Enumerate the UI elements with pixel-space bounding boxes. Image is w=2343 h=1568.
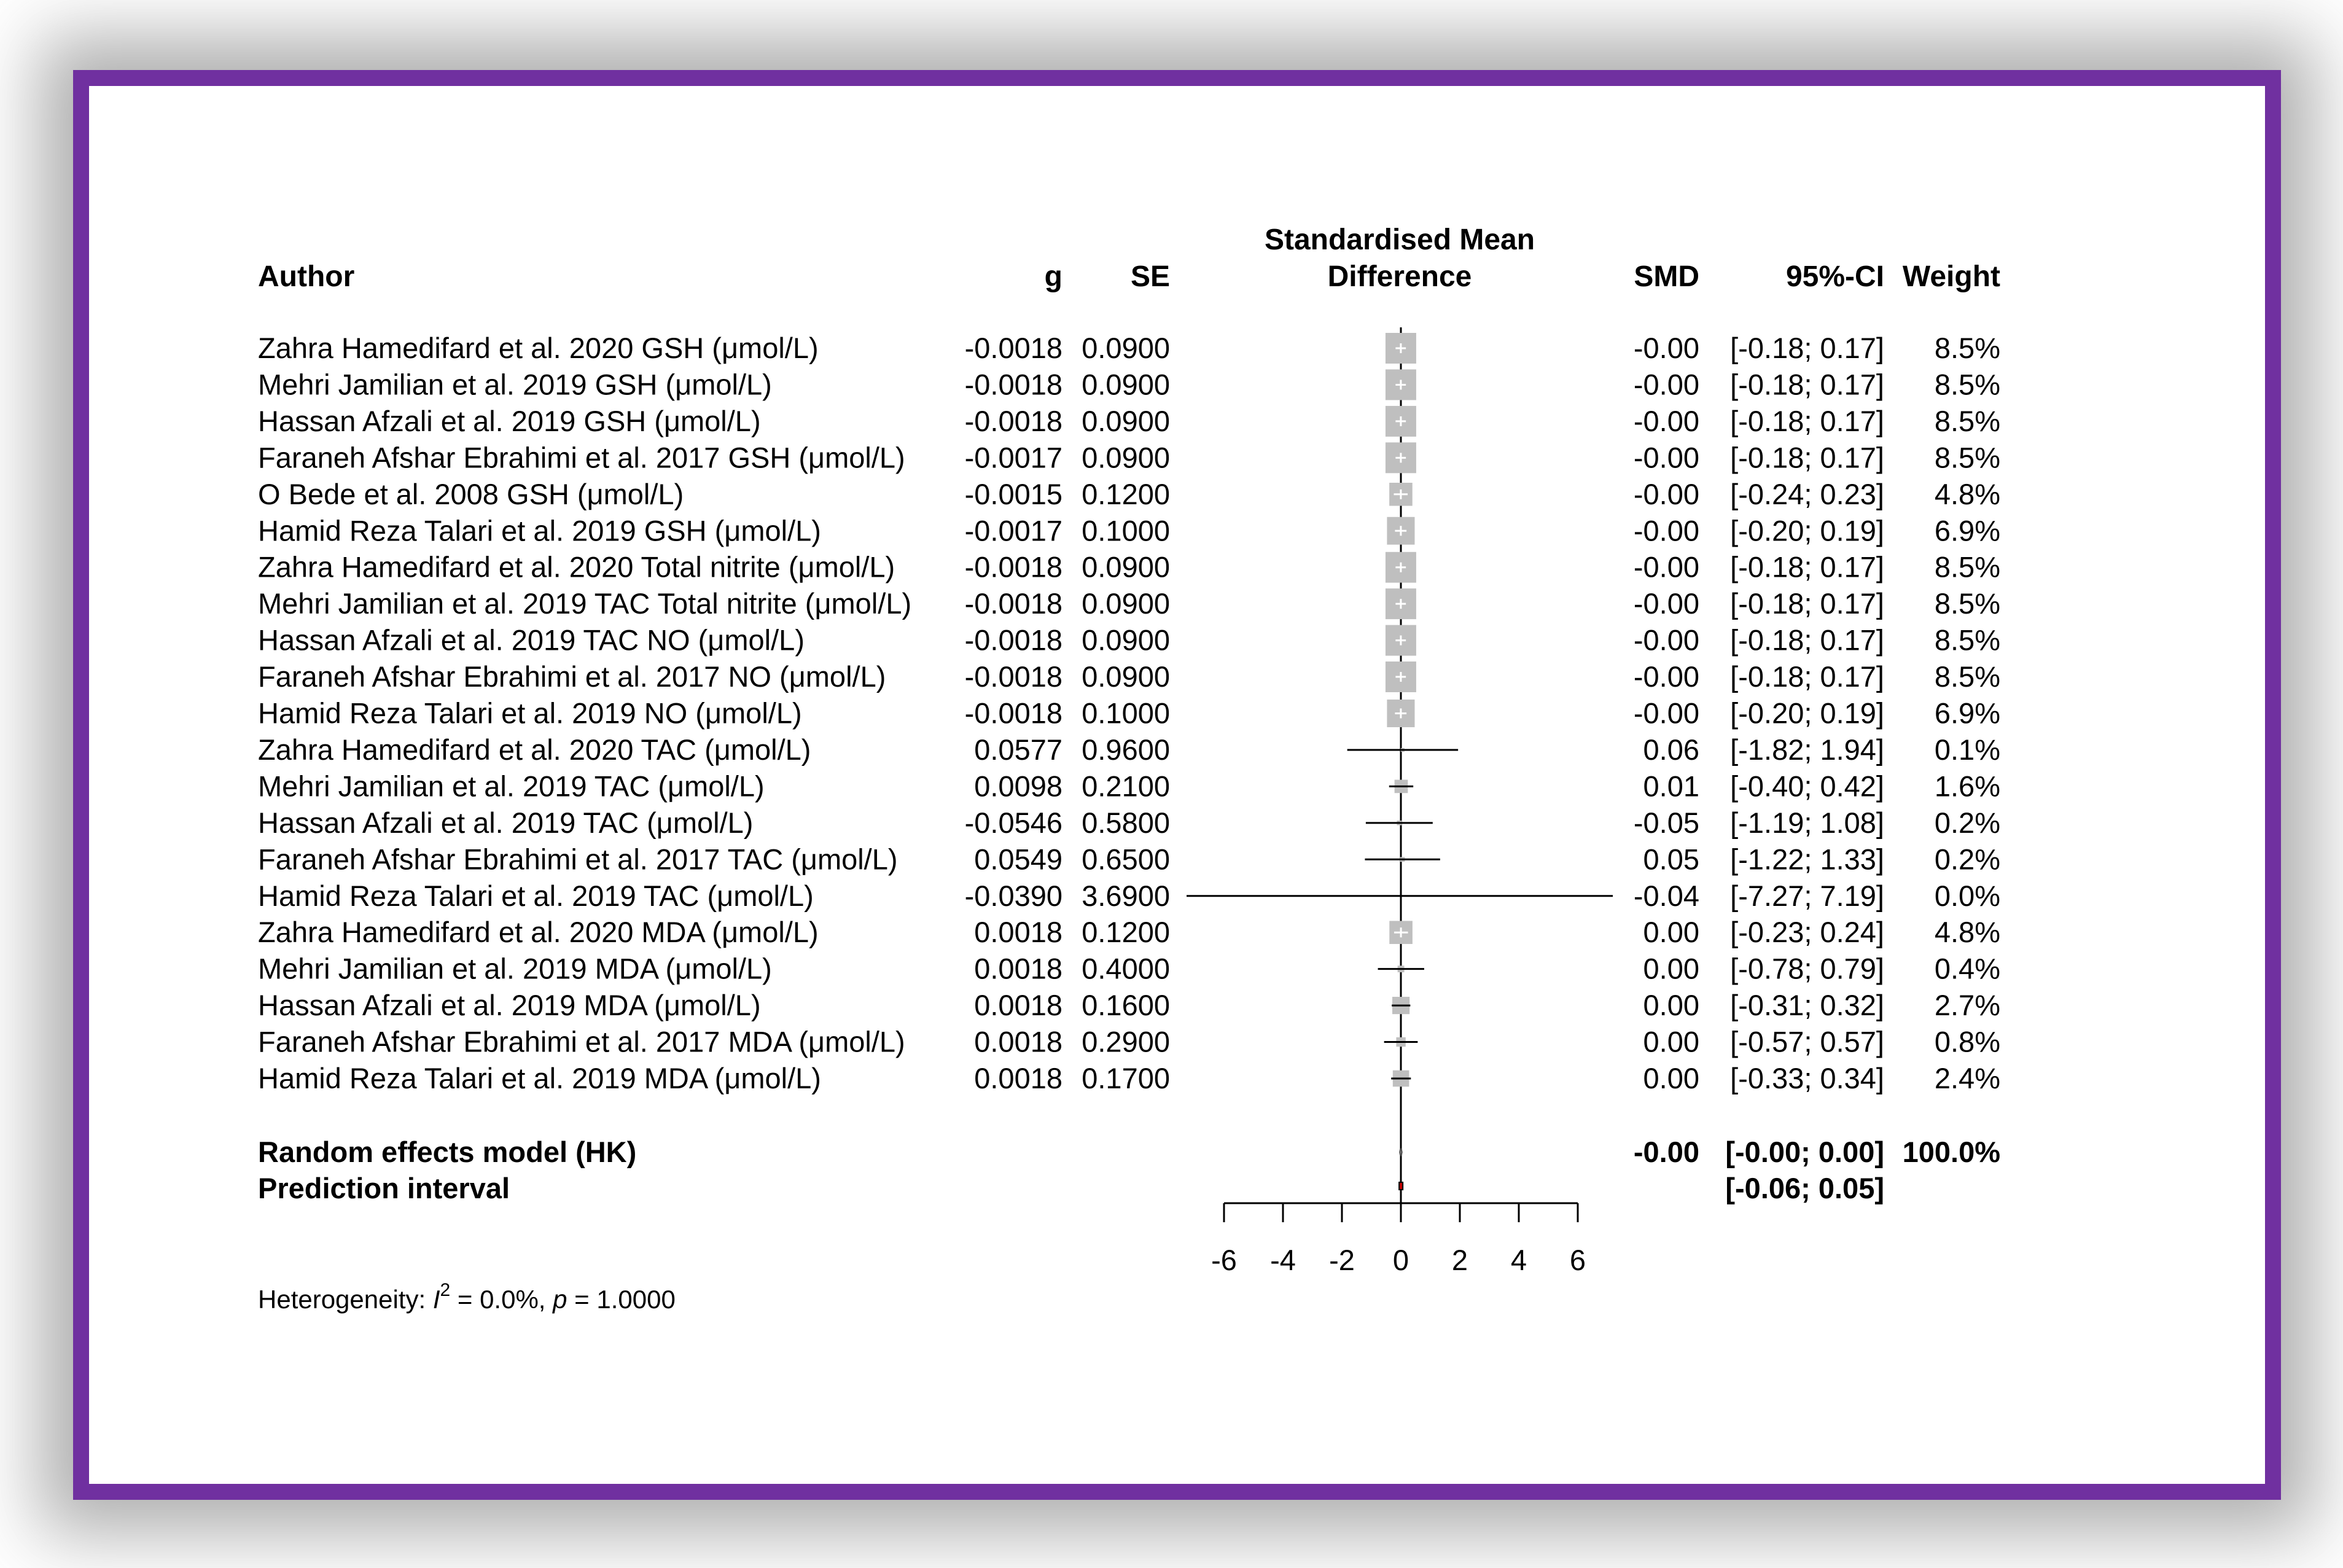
- study-author: Zahra Hamedifard et al. 2020 TAC (μmol/L): [258, 733, 811, 766]
- study-weight-value: 8.5%: [1934, 550, 2000, 583]
- study-author: Mehri Jamilian et al. 2019 TAC (μmol/L): [258, 770, 765, 803]
- study-weight-value: 4.8%: [1934, 477, 2000, 510]
- study-g-value: -0.0390: [964, 879, 1062, 912]
- study-row: [258, 441, 2000, 474]
- x-axis-tick-label: 2: [1451, 1244, 1468, 1276]
- study-smd-value: 0.01: [1643, 770, 1699, 803]
- study-weight-value: 0.4%: [1934, 952, 2000, 985]
- study-se-value: 0.2900: [1082, 1025, 1170, 1058]
- header-weight: Weight: [1902, 260, 2000, 293]
- study-se-value: 0.4000: [1082, 952, 1170, 985]
- study-weight-value: 0.8%: [1934, 1025, 2000, 1058]
- study-author: Zahra Hamedifard et al. 2020 Total nitrite (μmol/L): [258, 550, 895, 583]
- study-author: Hamid Reza Talari et al. 2019 MDA (μmol/L): [258, 1062, 821, 1094]
- random-effects-label: Random effects model (HK): [258, 1136, 637, 1168]
- study-weight-value: 8.5%: [1934, 587, 2000, 620]
- study-row: [258, 1026, 2000, 1058]
- i2-symbol: I: [432, 1285, 440, 1314]
- study-g-value: -0.0018: [964, 623, 1062, 657]
- study-author: Hassan Afzali et al. 2019 GSH (μmol/L): [258, 404, 761, 437]
- study-g-value: 0.0549: [974, 843, 1062, 876]
- study-ci-value: [-0.18; 0.17]: [1730, 587, 1884, 620]
- study-weight-value: 0.0%: [1934, 879, 2000, 912]
- study-ci-value: [-0.18; 0.17]: [1730, 404, 1884, 437]
- study-smd-value: 0.00: [1643, 1025, 1699, 1058]
- study-weight-value: 0.2%: [1934, 806, 2000, 839]
- x-axis-tick-label: -6: [1211, 1244, 1237, 1276]
- study-author: Hassan Afzali et al. 2019 TAC (μmol/L): [258, 806, 754, 839]
- study-ci-value: [-0.18; 0.17]: [1730, 368, 1884, 401]
- summary-rows: [258, 1136, 2000, 1204]
- header-smd: SMD: [1634, 260, 1699, 293]
- study-ci-value: [-0.18; 0.17]: [1730, 441, 1884, 474]
- study-ci-value: [-0.24; 0.23]: [1730, 477, 1884, 510]
- study-smd-value: 0.05: [1643, 843, 1699, 876]
- study-ci-value: [-0.31; 0.32]: [1730, 989, 1884, 1022]
- study-smd-value: -0.00: [1633, 696, 1699, 730]
- study-row: [258, 660, 2000, 693]
- study-smd-value: -0.00: [1633, 477, 1699, 510]
- study-g-value: -0.0018: [964, 368, 1062, 401]
- study-author: Hamid Reza Talari et al. 2019 GSH (μmol/L): [258, 514, 821, 547]
- study-row: [258, 332, 2000, 364]
- study-author: Mehri Jamilian et al. 2019 MDA (μmol/L): [258, 952, 772, 985]
- study-se-value: 0.1200: [1082, 916, 1170, 949]
- study-row: [258, 1062, 2000, 1094]
- random-effects-ci: [-0.00; 0.00]: [1725, 1136, 1884, 1168]
- study-author: Faraneh Afshar Ebrahimi et al. 2017 GSH (μmol/L): [258, 441, 905, 474]
- study-ci-value: [-1.82; 1.94]: [1730, 733, 1884, 766]
- study-row: [258, 624, 2000, 657]
- study-row: [258, 697, 2000, 730]
- study-weight-value: 8.5%: [1934, 404, 2000, 437]
- study-smd-value: 0.00: [1643, 916, 1699, 949]
- header-se: SE: [1130, 260, 1170, 293]
- study-smd-value: -0.05: [1633, 806, 1699, 839]
- study-se-value: 0.9600: [1082, 733, 1170, 766]
- x-axis-tick-label: -2: [1329, 1244, 1355, 1276]
- study-weight-value: 6.9%: [1934, 514, 2000, 547]
- plot-area: [1187, 327, 1613, 1203]
- study-ci-value: [-0.40; 0.42]: [1730, 770, 1884, 803]
- study-g-value: 0.0018: [974, 1025, 1062, 1058]
- study-author: Mehri Jamilian et al. 2019 TAC Total nitrite (μmol/L): [258, 587, 912, 620]
- prediction-interval-label: Prediction interval: [258, 1172, 510, 1204]
- study-ci-value: [-0.78; 0.79]: [1730, 952, 1884, 985]
- study-weight-value: 2.7%: [1934, 989, 2000, 1022]
- study-se-value: 0.0900: [1082, 660, 1170, 693]
- study-weight-value: 1.6%: [1934, 770, 2000, 803]
- study-se-value: 0.5800: [1082, 806, 1170, 839]
- study-g-value: -0.0018: [964, 587, 1062, 620]
- study-ci-value: [-0.18; 0.17]: [1730, 332, 1884, 364]
- study-weight-value: 8.5%: [1934, 332, 2000, 364]
- study-g-value: 0.0018: [974, 1062, 1062, 1094]
- header-author: Author: [258, 260, 355, 293]
- study-weight-value: 8.5%: [1934, 623, 2000, 657]
- study-ci-value: [-0.23; 0.24]: [1730, 916, 1884, 949]
- study-g-value: 0.0577: [974, 733, 1062, 766]
- study-se-value: 0.1700: [1082, 1062, 1170, 1094]
- study-smd-value: -0.00: [1633, 404, 1699, 437]
- study-se-value: 0.0900: [1082, 441, 1170, 474]
- study-smd-value: -0.04: [1633, 879, 1699, 912]
- study-row: [258, 953, 2000, 985]
- study-ci-value: [-0.20; 0.19]: [1730, 514, 1884, 547]
- study-smd-value: -0.00: [1633, 368, 1699, 401]
- study-smd-value: -0.00: [1633, 660, 1699, 693]
- study-se-value: 3.6900: [1082, 879, 1170, 912]
- study-row: [258, 770, 2000, 802]
- study-g-value: 0.0018: [974, 989, 1062, 1022]
- prediction-interval-bar: [1399, 1182, 1403, 1190]
- study-smd-value: -0.00: [1633, 441, 1699, 474]
- study-se-value: 0.0900: [1082, 587, 1170, 620]
- study-weight-value: 4.8%: [1934, 916, 2000, 949]
- study-g-value: -0.0546: [964, 806, 1062, 839]
- study-g-value: -0.0018: [964, 404, 1062, 437]
- study-weight-value: 6.9%: [1934, 696, 2000, 730]
- study-author: Hamid Reza Talari et al. 2019 NO (μmol/L): [258, 696, 802, 730]
- study-se-value: 0.2100: [1082, 770, 1170, 803]
- study-author: Faraneh Afshar Ebrahimi et al. 2017 NO (μmol/L): [258, 660, 886, 693]
- column-headers: [258, 224, 2000, 293]
- study-weight-value: 0.1%: [1934, 733, 2000, 766]
- heterogeneity-prefix: Heterogeneity:: [258, 1285, 433, 1314]
- i2-value: = 0.0%,: [450, 1285, 553, 1314]
- x-axis: [1211, 1203, 1586, 1276]
- study-smd-value: -0.00: [1633, 550, 1699, 583]
- p-symbol: p: [553, 1285, 567, 1314]
- study-author: Hassan Afzali et al. 2019 MDA (μmol/L): [258, 989, 761, 1022]
- x-axis-tick-label: 6: [1569, 1244, 1586, 1276]
- study-ci-value: [-0.33; 0.34]: [1730, 1062, 1884, 1094]
- study-weight-value: 2.4%: [1934, 1062, 2000, 1094]
- x-axis-tick-label: 0: [1392, 1244, 1409, 1276]
- study-se-value: 0.1200: [1082, 477, 1170, 510]
- study-row: [258, 405, 2000, 437]
- study-se-value: 0.1000: [1082, 514, 1170, 547]
- study-ci-value: [-0.18; 0.17]: [1730, 623, 1884, 657]
- study-g-value: -0.0017: [964, 514, 1062, 547]
- study-smd-value: 0.00: [1643, 952, 1699, 985]
- header-g: g: [1044, 260, 1062, 293]
- random-effects-smd: -0.00: [1633, 1136, 1699, 1168]
- study-se-value: 0.6500: [1082, 843, 1170, 876]
- study-smd-value: 0.00: [1643, 989, 1699, 1022]
- study-ci-value: [-0.20; 0.19]: [1730, 696, 1884, 730]
- study-g-value: -0.0018: [964, 696, 1062, 730]
- study-smd-value: -0.00: [1633, 332, 1699, 364]
- study-se-value: 0.0900: [1082, 550, 1170, 583]
- study-ci-value: [-7.27; 7.19]: [1730, 879, 1884, 912]
- study-row: [258, 478, 2000, 510]
- study-row: [258, 989, 2000, 1021]
- study-author: Hamid Reza Talari et al. 2019 TAC (μmol/L): [258, 879, 814, 912]
- study-author: O Bede et al. 2008 GSH (μmol/L): [258, 477, 684, 510]
- study-weight-value: 0.2%: [1934, 843, 2000, 876]
- study-row: [258, 806, 2000, 839]
- study-smd-value: 0.06: [1643, 733, 1699, 766]
- p-value: = 1.0000: [567, 1285, 676, 1314]
- study-row: [258, 880, 2000, 912]
- study-row: [258, 587, 2000, 620]
- study-g-value: -0.0018: [964, 660, 1062, 693]
- study-g-value: 0.0098: [974, 770, 1062, 803]
- study-ci-value: [-1.19; 1.08]: [1730, 806, 1884, 839]
- study-row: [258, 368, 2000, 400]
- header-plot-line1: Standardised Mean: [1264, 224, 1535, 256]
- study-se-value: 0.0900: [1082, 404, 1170, 437]
- study-row: [258, 551, 2000, 583]
- study-smd-value: 0.00: [1643, 1062, 1699, 1094]
- study-row: [258, 514, 2000, 547]
- i2-superscript: 2: [440, 1280, 451, 1300]
- prediction-interval-ci: [-0.06; 0.05]: [1725, 1172, 1884, 1204]
- heterogeneity-note: [258, 1280, 676, 1314]
- study-weight-value: 8.5%: [1934, 441, 2000, 474]
- study-row: [258, 916, 2000, 948]
- study-author: Faraneh Afshar Ebrahimi et al. 2017 MDA (μmol/L): [258, 1025, 905, 1058]
- study-se-value: 0.0900: [1082, 623, 1170, 657]
- study-g-value: -0.0018: [964, 550, 1062, 583]
- study-author: Zahra Hamedifard et al. 2020 GSH (μmol/L): [258, 332, 819, 364]
- study-row: [258, 733, 2000, 766]
- study-se-value: 0.1000: [1082, 696, 1170, 730]
- study-weight-value: 8.5%: [1934, 368, 2000, 401]
- study-ci-value: [-0.57; 0.57]: [1730, 1025, 1884, 1058]
- study-smd-value: -0.00: [1633, 587, 1699, 620]
- study-author: Hassan Afzali et al. 2019 TAC NO (μmol/L): [258, 623, 805, 657]
- x-axis-tick-label: -4: [1270, 1244, 1296, 1276]
- study-weight-value: 8.5%: [1934, 660, 2000, 693]
- study-row: [258, 843, 2000, 875]
- study-g-value: -0.0017: [964, 441, 1062, 474]
- study-author: Faraneh Afshar Ebrahimi et al. 2017 TAC (μmol/L): [258, 843, 898, 876]
- study-se-value: 0.1600: [1082, 989, 1170, 1022]
- study-se-value: 0.0900: [1082, 332, 1170, 364]
- study-table: [258, 332, 2000, 1094]
- study-g-value: -0.0018: [964, 332, 1062, 364]
- study-se-value: 0.0900: [1082, 368, 1170, 401]
- header-ci: 95%-CI: [1785, 260, 1884, 293]
- study-ci-value: [-1.22; 1.33]: [1730, 843, 1884, 876]
- study-g-value: 0.0018: [974, 916, 1062, 949]
- study-smd-value: -0.00: [1633, 623, 1699, 657]
- random-effects-weight: 100.0%: [1902, 1136, 2000, 1168]
- study-author: Zahra Hamedifard et al. 2020 MDA (μmol/L): [258, 916, 819, 949]
- header-plot-line2: Difference: [1327, 260, 1472, 293]
- x-axis-tick-label: 4: [1510, 1244, 1527, 1276]
- study-ci-value: [-0.18; 0.17]: [1730, 550, 1884, 583]
- study-smd-value: -0.00: [1633, 514, 1699, 547]
- study-g-value: -0.0015: [964, 477, 1062, 510]
- study-author: Mehri Jamilian et al. 2019 GSH (μmol/L): [258, 368, 772, 401]
- study-g-value: 0.0018: [974, 952, 1062, 985]
- study-ci-value: [-0.18; 0.17]: [1730, 660, 1884, 693]
